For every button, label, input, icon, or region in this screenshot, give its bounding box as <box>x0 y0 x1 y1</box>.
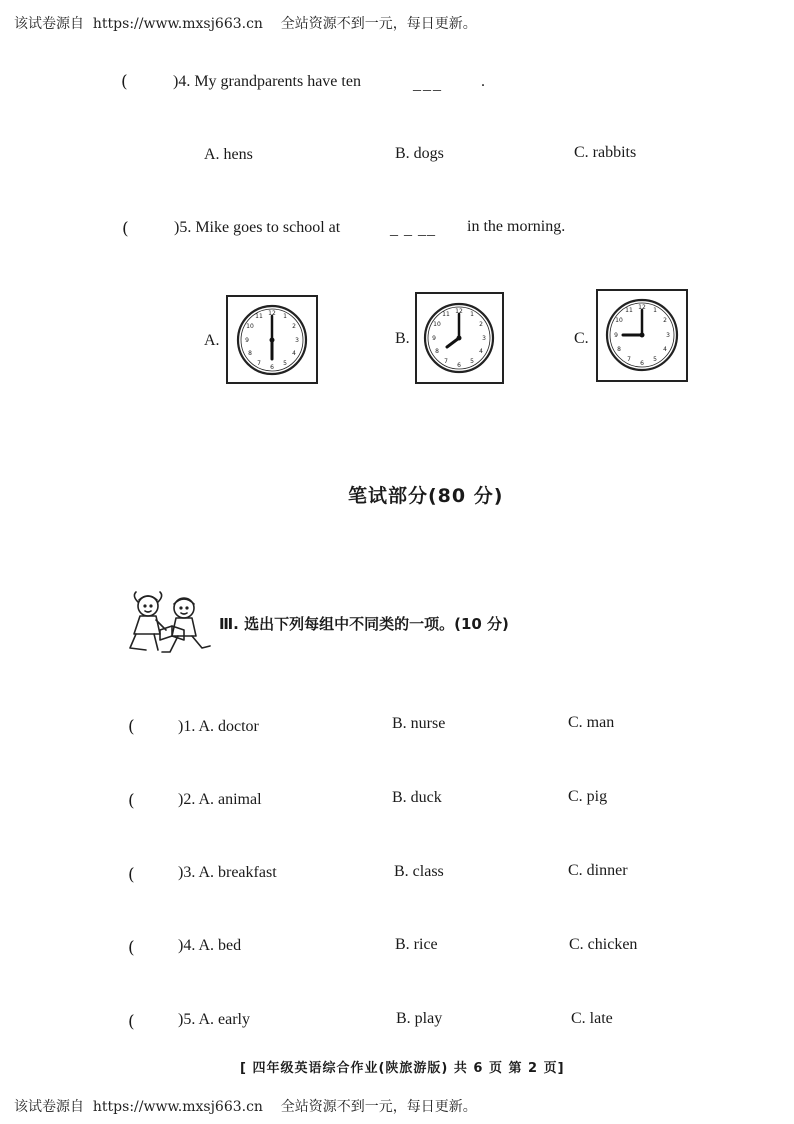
part3-q3-paren: ( <box>128 865 135 885</box>
svg-text:11: 11 <box>442 311 450 318</box>
svg-text:7: 7 <box>627 356 631 363</box>
svg-text:12: 12 <box>268 310 276 317</box>
svg-text:3: 3 <box>482 335 486 342</box>
svg-text:10: 10 <box>246 323 254 330</box>
footer-source-line <box>14 1096 477 1116</box>
part3-q3-option-c: C. dinner <box>568 862 628 879</box>
q4-paren-open: ( <box>121 72 128 92</box>
svg-text:8: 8 <box>248 350 252 357</box>
part3-q4-option-c: C. chicken <box>569 936 638 953</box>
part3-q1-option-b: B. nurse <box>392 715 446 732</box>
svg-text:1: 1 <box>470 311 474 318</box>
clock-c-frame <box>596 289 688 382</box>
svg-text:5: 5 <box>470 358 474 365</box>
clock-a-icon <box>228 297 316 382</box>
part3-q2-paren: ( <box>128 791 135 811</box>
part3-q5-option-a: )5. A. early <box>178 1011 250 1028</box>
part3-q2-option-a: )2. A. animal <box>178 791 262 808</box>
header-site-label: 该试卷源自 <box>14 16 84 32</box>
part3-q4-option-a: )4. A. bed <box>178 937 242 954</box>
q4-blank: ___ <box>413 76 443 93</box>
header-source-line <box>14 13 477 33</box>
children-reading-icon <box>126 590 212 660</box>
svg-text:5: 5 <box>283 360 287 367</box>
clock-a-label: A. <box>204 332 220 349</box>
footer-site-label: 该试卷源自 <box>14 1099 84 1115</box>
part3-q3-option-b: B. class <box>394 863 444 880</box>
part3-q5-option-c: C. late <box>571 1010 613 1027</box>
clock-c-icon <box>598 291 686 380</box>
part3-q1-option-a: )1. A. doctor <box>178 718 259 735</box>
part3-q5-paren: ( <box>128 1012 135 1032</box>
q4-period: . <box>481 73 485 90</box>
svg-text:12: 12 <box>455 308 463 315</box>
q4-option-a: A. hens <box>204 146 253 163</box>
svg-text:10: 10 <box>433 321 441 328</box>
part3-q4-option-b: B. rice <box>395 936 438 953</box>
q4-text: )4. My grandparents have ten <box>173 73 361 90</box>
clock-c-label: C. <box>574 330 589 347</box>
svg-text:4: 4 <box>479 348 483 355</box>
svg-text:5: 5 <box>653 356 657 363</box>
part3-q2-option-c: C. pig <box>568 788 608 805</box>
clock-b-frame <box>415 292 504 384</box>
q5-paren-open: ( <box>122 219 129 239</box>
part3-q1-paren: ( <box>128 717 135 737</box>
part3-q3-option-a: )3. A. breakfast <box>178 864 277 881</box>
svg-text:4: 4 <box>663 346 667 353</box>
svg-text:6: 6 <box>457 362 461 369</box>
part3-q5-option-b: B. play <box>396 1010 443 1027</box>
svg-text:9: 9 <box>614 332 618 339</box>
q5-text: )5. Mike goes to school at <box>174 219 341 236</box>
footer-slogan: 全站资源不到一元，每日更新。 <box>280 1099 477 1115</box>
svg-text:2: 2 <box>479 321 483 328</box>
part3-q4-paren: ( <box>128 938 135 958</box>
footer-url[interactable]: https://www.mxsj663.cn <box>92 1099 263 1115</box>
q4-option-b: B. dogs <box>395 145 444 162</box>
svg-text:7: 7 <box>257 360 261 367</box>
q4-option-c: C. rabbits <box>574 144 637 161</box>
header-url[interactable]: https://www.mxsj663.cn <box>92 16 263 32</box>
svg-text:12: 12 <box>638 304 646 311</box>
svg-text:2: 2 <box>292 323 296 330</box>
svg-text:11: 11 <box>625 307 633 314</box>
svg-text:7: 7 <box>444 358 448 365</box>
clock-b-label: B. <box>395 330 410 347</box>
q5-blank: _ _ __ <box>390 221 436 238</box>
q5-tail: in the morning. <box>467 218 566 235</box>
page-footer-info: [ 四年级英语综合作业(陕旅游版) 共 6 页 第 2 页] <box>240 1061 565 1076</box>
svg-text:8: 8 <box>617 346 621 353</box>
svg-text:1: 1 <box>653 307 657 314</box>
svg-text:3: 3 <box>666 332 670 339</box>
svg-text:10: 10 <box>615 317 623 324</box>
svg-text:8: 8 <box>435 348 439 355</box>
header-slogan: 全站资源不到一元，每日更新。 <box>280 16 477 32</box>
clock-a-frame <box>226 295 318 384</box>
svg-text:9: 9 <box>245 337 249 344</box>
svg-text:6: 6 <box>270 364 274 371</box>
svg-text:9: 9 <box>432 335 436 342</box>
svg-text:11: 11 <box>255 313 263 320</box>
svg-text:1: 1 <box>283 313 287 320</box>
written-section-title: 笔试部分(80 分) <box>348 485 504 507</box>
svg-text:6: 6 <box>640 360 644 367</box>
svg-text:2: 2 <box>663 317 667 324</box>
svg-text:3: 3 <box>295 337 299 344</box>
svg-text:4: 4 <box>292 350 296 357</box>
part3-title: Ⅲ. 选出下列每组中不同类的一项。(10 分) <box>219 615 509 633</box>
part3-q1-option-c: C. man <box>568 714 615 731</box>
part3-q2-option-b: B. duck <box>392 789 442 806</box>
clock-b-icon <box>417 294 502 382</box>
